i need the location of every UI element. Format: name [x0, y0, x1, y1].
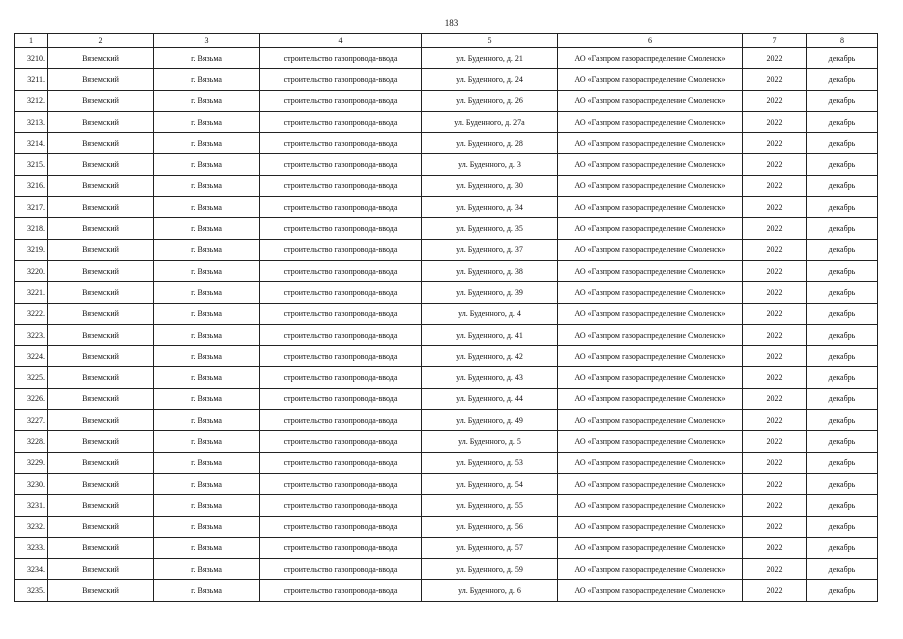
month-cell: декабрь — [807, 580, 878, 601]
organization-cell: АО «Газпром газораспределение Смоленск» — [558, 111, 743, 132]
organization-cell: АО «Газпром газораспределение Смоленск» — [558, 431, 743, 452]
table-row — [15, 69, 878, 90]
month-cell: декабрь — [807, 367, 878, 388]
address-cell: ул. Буденного, д. 30 — [422, 175, 558, 196]
locality-cell: г. Вязьма — [154, 473, 260, 494]
year-cell: 2022 — [743, 452, 807, 473]
work-type-cell: строительство газопровода-ввода — [260, 260, 422, 281]
table-row — [15, 388, 878, 409]
district-cell: Вяземский — [48, 111, 154, 132]
address-cell: ул. Буденного, д. 54 — [422, 473, 558, 494]
locality-cell: г. Вязьма — [154, 580, 260, 601]
locality-cell: г. Вязьма — [154, 537, 260, 558]
row-number-cell: 3227. — [15, 410, 48, 431]
organization-cell: АО «Газпром газораспределение Смоленск» — [558, 346, 743, 367]
work-type-cell: строительство газопровода-ввода — [260, 218, 422, 239]
row-number-cell: 3216. — [15, 175, 48, 196]
district-cell: Вяземский — [48, 580, 154, 601]
month-cell: декабрь — [807, 410, 878, 431]
organization-cell: АО «Газпром газораспределение Смоленск» — [558, 197, 743, 218]
district-cell: Вяземский — [48, 388, 154, 409]
month-cell: декабрь — [807, 537, 878, 558]
table-row — [15, 537, 878, 558]
year-cell: 2022 — [743, 559, 807, 580]
district-cell: Вяземский — [48, 559, 154, 580]
district-cell: Вяземский — [48, 473, 154, 494]
district-cell: Вяземский — [48, 239, 154, 260]
district-cell: Вяземский — [48, 516, 154, 537]
table-row — [15, 580, 878, 601]
address-cell: ул. Буденного, д. 3 — [422, 154, 558, 175]
month-cell: декабрь — [807, 388, 878, 409]
address-cell: ул. Буденного, д. 56 — [422, 516, 558, 537]
row-number-cell: 3213. — [15, 111, 48, 132]
locality-cell: г. Вязьма — [154, 260, 260, 281]
organization-cell: АО «Газпром газораспределение Смоленск» — [558, 175, 743, 196]
year-cell: 2022 — [743, 69, 807, 90]
work-type-cell: строительство газопровода-ввода — [260, 410, 422, 431]
row-number-cell: 3210. — [15, 48, 48, 69]
year-cell: 2022 — [743, 260, 807, 281]
work-type-cell: строительство газопровода-ввода — [260, 559, 422, 580]
address-cell: ул. Буденного, д. 4 — [422, 303, 558, 324]
address-cell: ул. Буденного, д. 59 — [422, 559, 558, 580]
row-number-cell: 3230. — [15, 473, 48, 494]
locality-cell: г. Вязьма — [154, 452, 260, 473]
table-row — [15, 90, 878, 111]
work-type-cell: строительство газопровода-ввода — [260, 388, 422, 409]
year-cell: 2022 — [743, 495, 807, 516]
address-cell: ул. Буденного, д. 27а — [422, 111, 558, 132]
row-number-cell: 3231. — [15, 495, 48, 516]
organization-cell: АО «Газпром газораспределение Смоленск» — [558, 90, 743, 111]
work-type-cell: строительство газопровода-ввода — [260, 537, 422, 558]
organization-cell: АО «Газпром газораспределение Смоленск» — [558, 580, 743, 601]
month-cell: декабрь — [807, 260, 878, 281]
locality-cell: г. Вязьма — [154, 154, 260, 175]
locality-cell: г. Вязьма — [154, 516, 260, 537]
month-cell: декабрь — [807, 90, 878, 111]
organization-cell: АО «Газпром газораспределение Смоленск» — [558, 367, 743, 388]
organization-cell: АО «Газпром газораспределение Смоленск» — [558, 559, 743, 580]
month-cell: декабрь — [807, 111, 878, 132]
address-cell: ул. Буденного, д. 44 — [422, 388, 558, 409]
district-cell: Вяземский — [48, 431, 154, 452]
month-cell: декабрь — [807, 282, 878, 303]
district-cell: Вяземский — [48, 90, 154, 111]
organization-cell: АО «Газпром газораспределение Смоленск» — [558, 154, 743, 175]
district-cell: Вяземский — [48, 218, 154, 239]
district-cell: Вяземский — [48, 367, 154, 388]
work-type-cell: строительство газопровода-ввода — [260, 324, 422, 345]
year-cell: 2022 — [743, 431, 807, 452]
district-cell: Вяземский — [48, 303, 154, 324]
row-number-cell: 3222. — [15, 303, 48, 324]
year-cell: 2022 — [743, 303, 807, 324]
organization-cell: АО «Газпром газораспределение Смоленск» — [558, 410, 743, 431]
organization-cell: АО «Газпром газораспределение Смоленск» — [558, 452, 743, 473]
locality-cell: г. Вязьма — [154, 69, 260, 90]
work-type-cell: строительство газопровода-ввода — [260, 516, 422, 537]
district-cell: Вяземский — [48, 282, 154, 303]
work-type-cell: строительство газопровода-ввода — [260, 580, 422, 601]
month-cell: декабрь — [807, 197, 878, 218]
row-number-cell: 3220. — [15, 260, 48, 281]
organization-cell: АО «Газпром газораспределение Смоленск» — [558, 260, 743, 281]
year-cell: 2022 — [743, 197, 807, 218]
table-row — [15, 282, 878, 303]
locality-cell: г. Вязьма — [154, 559, 260, 580]
address-cell: ул. Буденного, д. 38 — [422, 260, 558, 281]
table-row — [15, 324, 878, 345]
row-number-cell: 3235. — [15, 580, 48, 601]
year-cell: 2022 — [743, 410, 807, 431]
work-type-cell: строительство газопровода-ввода — [260, 111, 422, 132]
work-type-cell: строительство газопровода-ввода — [260, 239, 422, 260]
month-cell: декабрь — [807, 48, 878, 69]
organization-cell: АО «Газпром газораспределение Смоленск» — [558, 133, 743, 154]
locality-cell: г. Вязьма — [154, 495, 260, 516]
work-type-cell: строительство газопровода-ввода — [260, 133, 422, 154]
work-type-cell: строительство газопровода-ввода — [260, 473, 422, 494]
year-cell: 2022 — [743, 537, 807, 558]
month-cell: декабрь — [807, 239, 878, 260]
locality-cell: г. Вязьма — [154, 346, 260, 367]
header-row — [15, 34, 878, 48]
address-cell: ул. Буденного, д. 34 — [422, 197, 558, 218]
row-number-cell: 3224. — [15, 346, 48, 367]
organization-cell: АО «Газпром газораспределение Смоленск» — [558, 218, 743, 239]
row-number-cell: 3228. — [15, 431, 48, 452]
year-cell: 2022 — [743, 175, 807, 196]
row-number-cell: 3212. — [15, 90, 48, 111]
column-header: 8 — [807, 34, 878, 48]
row-number-cell: 3233. — [15, 537, 48, 558]
data-table — [14, 33, 878, 602]
month-cell: декабрь — [807, 154, 878, 175]
month-cell: декабрь — [807, 69, 878, 90]
table-row — [15, 175, 878, 196]
locality-cell: г. Вязьма — [154, 431, 260, 452]
year-cell: 2022 — [743, 473, 807, 494]
year-cell: 2022 — [743, 133, 807, 154]
address-cell: ул. Буденного, д. 42 — [422, 346, 558, 367]
address-cell: ул. Буденного, д. 5 — [422, 431, 558, 452]
row-number-cell: 3234. — [15, 559, 48, 580]
row-number-cell: 3223. — [15, 324, 48, 345]
district-cell: Вяземский — [48, 133, 154, 154]
table-row — [15, 410, 878, 431]
year-cell: 2022 — [743, 580, 807, 601]
district-cell: Вяземский — [48, 69, 154, 90]
year-cell: 2022 — [743, 324, 807, 345]
work-type-cell: строительство газопровода-ввода — [260, 303, 422, 324]
district-cell: Вяземский — [48, 175, 154, 196]
table-row — [15, 154, 878, 175]
month-cell: декабрь — [807, 452, 878, 473]
row-number-cell: 3218. — [15, 218, 48, 239]
month-cell: декабрь — [807, 559, 878, 580]
locality-cell: г. Вязьма — [154, 410, 260, 431]
year-cell: 2022 — [743, 48, 807, 69]
year-cell: 2022 — [743, 367, 807, 388]
table-row — [15, 133, 878, 154]
address-cell: ул. Буденного, д. 41 — [422, 324, 558, 345]
address-cell: ул. Буденного, д. 39 — [422, 282, 558, 303]
year-cell: 2022 — [743, 282, 807, 303]
address-cell: ул. Буденного, д. 21 — [422, 48, 558, 69]
locality-cell: г. Вязьма — [154, 324, 260, 345]
organization-cell: АО «Газпром газораспределение Смоленск» — [558, 303, 743, 324]
row-number-cell: 3226. — [15, 388, 48, 409]
year-cell: 2022 — [743, 239, 807, 260]
work-type-cell: строительство газопровода-ввода — [260, 282, 422, 303]
work-type-cell: строительство газопровода-ввода — [260, 346, 422, 367]
district-cell: Вяземский — [48, 537, 154, 558]
year-cell: 2022 — [743, 388, 807, 409]
locality-cell: г. Вязьма — [154, 48, 260, 69]
year-cell: 2022 — [743, 516, 807, 537]
locality-cell: г. Вязьма — [154, 303, 260, 324]
row-number-cell: 3225. — [15, 367, 48, 388]
column-header: 6 — [558, 34, 743, 48]
month-cell: декабрь — [807, 431, 878, 452]
address-cell: ул. Буденного, д. 35 — [422, 218, 558, 239]
district-cell: Вяземский — [48, 324, 154, 345]
year-cell: 2022 — [743, 218, 807, 239]
work-type-cell: строительство газопровода-ввода — [260, 495, 422, 516]
work-type-cell: строительство газопровода-ввода — [260, 48, 422, 69]
year-cell: 2022 — [743, 90, 807, 111]
work-type-cell: строительство газопровода-ввода — [260, 175, 422, 196]
address-cell: ул. Буденного, д. 53 — [422, 452, 558, 473]
organization-cell: АО «Газпром газораспределение Смоленск» — [558, 537, 743, 558]
table-row — [15, 559, 878, 580]
row-number-cell: 3221. — [15, 282, 48, 303]
year-cell: 2022 — [743, 154, 807, 175]
table-row — [15, 431, 878, 452]
work-type-cell: строительство газопровода-ввода — [260, 452, 422, 473]
column-header: 5 — [422, 34, 558, 48]
organization-cell: АО «Газпром газораспределение Смоленск» — [558, 495, 743, 516]
column-header: 7 — [743, 34, 807, 48]
month-cell: декабрь — [807, 175, 878, 196]
work-type-cell: строительство газопровода-ввода — [260, 197, 422, 218]
organization-cell: АО «Газпром газораспределение Смоленск» — [558, 239, 743, 260]
address-cell: ул. Буденного, д. 57 — [422, 537, 558, 558]
address-cell: ул. Буденного, д. 49 — [422, 410, 558, 431]
district-cell: Вяземский — [48, 154, 154, 175]
table-row — [15, 303, 878, 324]
locality-cell: г. Вязьма — [154, 388, 260, 409]
work-type-cell: строительство газопровода-ввода — [260, 90, 422, 111]
table-row — [15, 197, 878, 218]
row-number-cell: 3219. — [15, 239, 48, 260]
district-cell: Вяземский — [48, 346, 154, 367]
district-cell: Вяземский — [48, 197, 154, 218]
month-cell: декабрь — [807, 218, 878, 239]
district-cell: Вяземский — [48, 260, 154, 281]
locality-cell: г. Вязьма — [154, 111, 260, 132]
address-cell: ул. Буденного, д. 55 — [422, 495, 558, 516]
row-number-cell: 3232. — [15, 516, 48, 537]
work-type-cell: строительство газопровода-ввода — [260, 154, 422, 175]
address-cell: ул. Буденного, д. 26 — [422, 90, 558, 111]
locality-cell: г. Вязьма — [154, 239, 260, 260]
year-cell: 2022 — [743, 346, 807, 367]
column-header: 4 — [260, 34, 422, 48]
year-cell: 2022 — [743, 111, 807, 132]
month-cell: декабрь — [807, 133, 878, 154]
table-row — [15, 218, 878, 239]
row-number-cell: 3217. — [15, 197, 48, 218]
address-cell: ул. Буденного, д. 43 — [422, 367, 558, 388]
table-row — [15, 452, 878, 473]
page-number: 183 — [444, 18, 459, 28]
address-cell: ул. Буденного, д. 28 — [422, 133, 558, 154]
address-cell: ул. Буденного, д. 37 — [422, 239, 558, 260]
month-cell: декабрь — [807, 495, 878, 516]
month-cell: декабрь — [807, 303, 878, 324]
month-cell: декабрь — [807, 516, 878, 537]
table-row — [15, 48, 878, 69]
table-row — [15, 495, 878, 516]
organization-cell: АО «Газпром газораспределение Смоленск» — [558, 324, 743, 345]
locality-cell: г. Вязьма — [154, 218, 260, 239]
table-row — [15, 260, 878, 281]
locality-cell: г. Вязьма — [154, 367, 260, 388]
locality-cell: г. Вязьма — [154, 282, 260, 303]
district-cell: Вяземский — [48, 410, 154, 431]
month-cell: декабрь — [807, 324, 878, 345]
column-header: 3 — [154, 34, 260, 48]
table-row — [15, 239, 878, 260]
locality-cell: г. Вязьма — [154, 133, 260, 154]
organization-cell: АО «Газпром газораспределение Смоленск» — [558, 473, 743, 494]
address-cell: ул. Буденного, д. 6 — [422, 580, 558, 601]
work-type-cell: строительство газопровода-ввода — [260, 69, 422, 90]
address-cell: ул. Буденного, д. 24 — [422, 69, 558, 90]
row-number-cell: 3214. — [15, 133, 48, 154]
table-row — [15, 367, 878, 388]
work-type-cell: строительство газопровода-ввода — [260, 431, 422, 452]
month-cell: декабрь — [807, 346, 878, 367]
column-header: 2 — [48, 34, 154, 48]
organization-cell: АО «Газпром газораспределение Смоленск» — [558, 69, 743, 90]
row-number-cell: 3215. — [15, 154, 48, 175]
locality-cell: г. Вязьма — [154, 90, 260, 111]
organization-cell: АО «Газпром газораспределение Смоленск» — [558, 388, 743, 409]
column-header: 1 — [15, 34, 48, 48]
district-cell: Вяземский — [48, 452, 154, 473]
district-cell: Вяземский — [48, 495, 154, 516]
organization-cell: АО «Газпром газораспределение Смоленск» — [558, 516, 743, 537]
table-row — [15, 346, 878, 367]
organization-cell: АО «Газпром газораспределение Смоленск» — [558, 48, 743, 69]
locality-cell: г. Вязьма — [154, 197, 260, 218]
district-cell: Вяземский — [48, 48, 154, 69]
table-row — [15, 111, 878, 132]
table-row — [15, 473, 878, 494]
organization-cell: АО «Газпром газораспределение Смоленск» — [558, 282, 743, 303]
row-number-cell: 3211. — [15, 69, 48, 90]
row-number-cell: 3229. — [15, 452, 48, 473]
table-row — [15, 516, 878, 537]
locality-cell: г. Вязьма — [154, 175, 260, 196]
month-cell: декабрь — [807, 473, 878, 494]
work-type-cell: строительство газопровода-ввода — [260, 367, 422, 388]
